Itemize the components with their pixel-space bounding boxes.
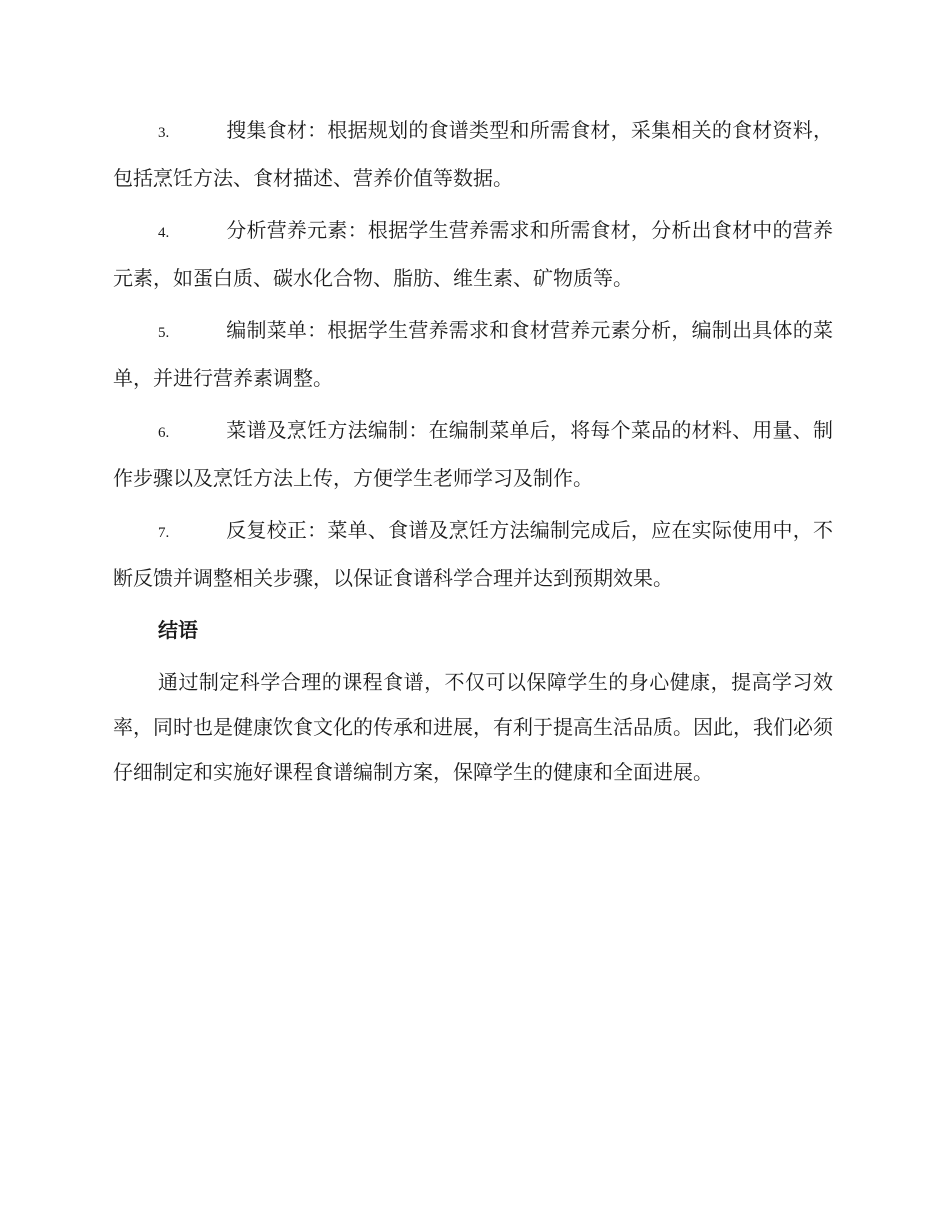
list-number: 3. — [158, 125, 170, 141]
list-number: 6. — [158, 425, 170, 441]
list-item-text: 编制菜单：根据学生营养需求和食材营养元素分析，编制出具体的菜单，并进行营养素调整。 — [113, 318, 833, 390]
list-item-step-5 — [113, 308, 833, 401]
conclusion-paragraph: 通过制定科学合理的课程食谱，不仅可以保障学生的身心健康，提高学习效率，同时也是健康饮食文化的传承和进展，有利于提高生活品质。因此，我们必须仔细制定和实施好课程食谱编制方案，保障学生的健康和全面进展。 — [113, 670, 833, 784]
list-number: 4. — [158, 225, 170, 241]
list-number: 5. — [158, 325, 170, 341]
list-item-step-4 — [113, 208, 833, 301]
list-item-text: 分析营养元素：根据学生营养需求和所需食材，分析出食材中的营养元素，如蛋白质、碳水化合物、脂肪、维生素、矿物质等。 — [113, 218, 833, 290]
list-item-step-7 — [113, 508, 833, 601]
list-item-step-6 — [113, 408, 833, 501]
list-number: 7. — [158, 525, 170, 541]
list-item-step-3 — [113, 108, 833, 201]
conclusion-heading: 结语 — [158, 618, 198, 642]
list-item-text: 搜集食材：根据规划的食谱类型和所需食材，采集相关的食材资料，包括烹饪方法、食材描述、营养价值等数据。 — [113, 118, 833, 190]
document-body — [113, 108, 833, 795]
list-item-text: 反复校正：菜单、食谱及烹饪方法编制完成后，应在实际使用中，不断反馈并调整相关步骤，以保证食谱科学合理并达到预期效果。 — [113, 518, 833, 590]
list-item-text: 菜谱及烹饪方法编制：在编制菜单后，将每个菜品的材料、用量、制作步骤以及烹饪方法上传，方便学生老师学习及制作。 — [113, 418, 833, 490]
